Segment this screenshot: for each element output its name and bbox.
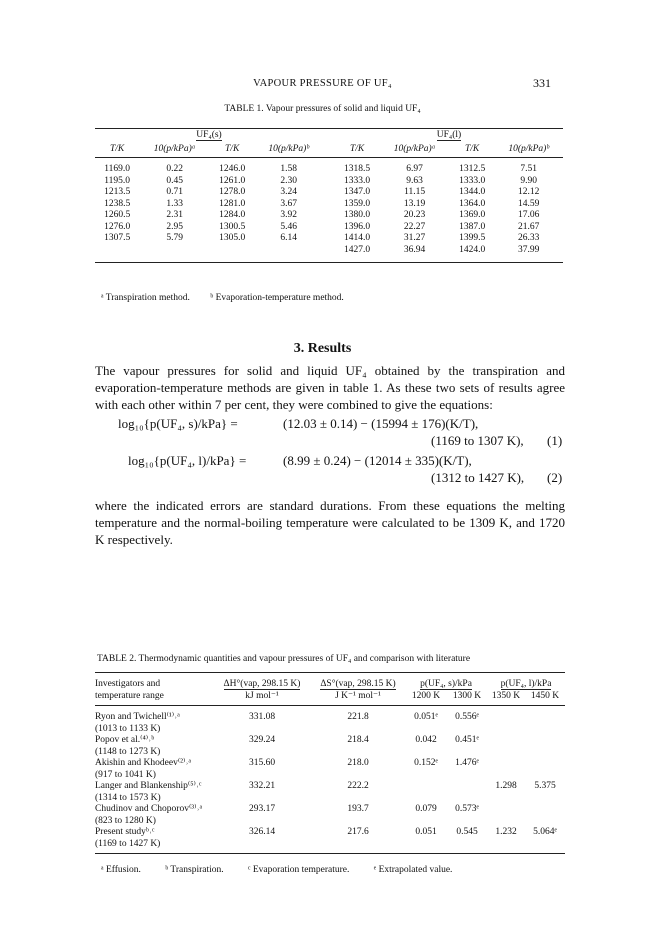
table1-header: T/K xyxy=(95,143,139,158)
table-row: 1195.0 0.45 1261.0 2.30 1333.0 9.63 1333.0 9.90 xyxy=(104,175,537,186)
table-row: Ryon and Twichell⁽¹⁾˒ᵃ (1013 to 1133 K) 331.08 221.8 0.051ᵉ 0.556ᵉ xyxy=(95,712,479,734)
table-row: 1260.5 2.31 1284.0 3.92 1380.0 20.23 1369.0 17.06 xyxy=(104,210,540,220)
paragraph: The vapour pressures for solid and liquid UF₄ obtained by the transpiration and evaporation-temperature methods are given in table 1. As these two sets of results agree with each other within 7 per cent, they were combined to give the equations: xyxy=(95,363,565,412)
table2-header-entropy: ΔS°(vap, 298.15 K) xyxy=(311,673,405,691)
table-row: 1307.5 5.79 1305.0 6.14 1414.0 31.27 1399.5 26.33 xyxy=(104,233,540,243)
equation-2-range: (1312 to 1427 K), xyxy=(431,470,525,485)
equation-1-number: (1) xyxy=(547,433,563,448)
table2-header-temp: 1200 K xyxy=(405,691,447,706)
table1 xyxy=(95,128,563,263)
table-row: Langer and Blankenship⁽⁵⁾˒ᶜ (1314 to 1573 K) 332.21 222.2 1.298 5.375 xyxy=(95,781,556,803)
table1-caption: TABLE 1. Vapour pressures of solid and liquid UF₄ xyxy=(224,104,421,114)
table2-header-p-solid: p(UF₄, s)/kPa xyxy=(405,673,487,691)
table1-header: T/K xyxy=(210,143,254,158)
table1-header: 10(p/kPa)ᵇ xyxy=(254,143,323,158)
table1-header: 10(p/kPa)ᵃ xyxy=(139,143,210,158)
table1-group-solid: UF₄(s) xyxy=(95,129,323,144)
table2 xyxy=(95,672,565,854)
table-row: Present studyᵇ˒ᶜ (1169 to 1427 K) 326.14 217.6 0.051 0.545 1.232 5.064ᵉ xyxy=(95,827,565,854)
table1-header: T/K xyxy=(450,143,494,158)
table-row: Chudinov and Choporov⁽³⁾˒ᵃ (823 to 1280 K) 293.17 193.7 0.079 0.573ᵉ xyxy=(95,804,479,826)
table1-footnote: ᵇ Evaporation-temperature method. xyxy=(210,293,344,303)
table2-header-temp: 1350 K xyxy=(487,691,525,706)
table2-footnote: ᵇ Transpiration. xyxy=(165,865,224,875)
table-row: 1276.0 2.95 1300.5 5.46 1396.0 22.27 1387.0 21.67 xyxy=(104,221,540,232)
table-row: Akishin and Khodeev⁽²⁾˒ᵃ (917 to 1041 K) 315.60 218.0 0.152ᵉ 1.476ᵉ xyxy=(95,758,479,780)
table2-footnote: ᶜ Evaporation temperature. xyxy=(248,865,350,875)
table1-group-liquid: UF₄(l) xyxy=(335,129,563,144)
table-row: 1238.5 1.33 1281.0 3.67 1359.0 13.19 1364.0 14.59 xyxy=(104,198,540,209)
section-title: 3. Results xyxy=(293,341,352,356)
equation-2-lhs: log₁₀{p(UF₄, l)/kPa} = xyxy=(128,453,247,468)
table-row: 1169.0 0.22 1246.0 1.58 1318.5 6.97 1312.5 7.51 xyxy=(104,164,537,174)
table2-header-temp: 1450 K xyxy=(525,691,565,706)
table1-header: T/K xyxy=(335,143,379,158)
table1-footnote: ᵃ Transpiration method. xyxy=(101,293,190,303)
equation-1-range: (1169 to 1307 K), xyxy=(431,433,524,448)
table-row: 1427.0 36.94 1424.0 37.99 xyxy=(95,245,563,263)
table-row: Popov et al.⁽⁴⁾˒ᵇ (1148 to 1273 K) 329.24 218.4 0.042 0.451ᵉ xyxy=(95,735,479,757)
table1-header: 10(p/kPa)ᵇ xyxy=(494,143,563,158)
table2-footnote: ᵉ Extrapolated value. xyxy=(373,865,453,875)
table2-header-investigators: Investigators and xyxy=(95,673,213,691)
page-number: 331 xyxy=(533,76,551,90)
equation-1-rhs: (12.03 ± 0.14) − (15994 ± 176)(K/T), xyxy=(283,416,479,431)
table2-caption: TABLE 2. Thermodynamic quantities and vapour pressures of UF₄ and comparison with literature xyxy=(97,654,471,664)
table2-header-temp: 1300 K xyxy=(447,691,487,706)
table2-header-entropy-unit: J K⁻¹ mol⁻¹ xyxy=(311,691,405,706)
equation-2-number: (2) xyxy=(547,470,563,485)
running-title: VAPOUR PRESSURE OF UF₄ xyxy=(253,78,392,89)
table2-header-enthalpy: ΔH°(vap, 298.15 K) xyxy=(213,673,311,691)
paragraph: where the indicated errors are standard durations. From these equations the melting temperature and the normal-boiling temperature were calculated to be 1309 K, and 1720 K respectively. xyxy=(95,498,565,547)
table2-header-enthalpy-unit: kJ mol⁻¹ xyxy=(213,691,311,706)
equation-1-lhs: log₁₀{p(UF₄, s)/kPa} = xyxy=(118,416,238,431)
table2-footnote: ᵃ Effusion. xyxy=(101,865,141,875)
equation-2-rhs: (8.99 ± 0.24) − (12014 ± 335)(K/T), xyxy=(283,453,472,468)
table1-footnotes xyxy=(101,293,362,303)
table2-header-range: temperature range xyxy=(95,691,213,706)
table2-header-p-liquid: p(UF₄, l)/kPa xyxy=(487,673,565,691)
table1-header: 10(p/kPa)ᵃ xyxy=(379,143,450,158)
table2-footnotes xyxy=(101,865,474,875)
table-row: 1213.5 0.71 1278.0 3.24 1347.0 11.15 1344.0 12.12 xyxy=(104,187,540,197)
